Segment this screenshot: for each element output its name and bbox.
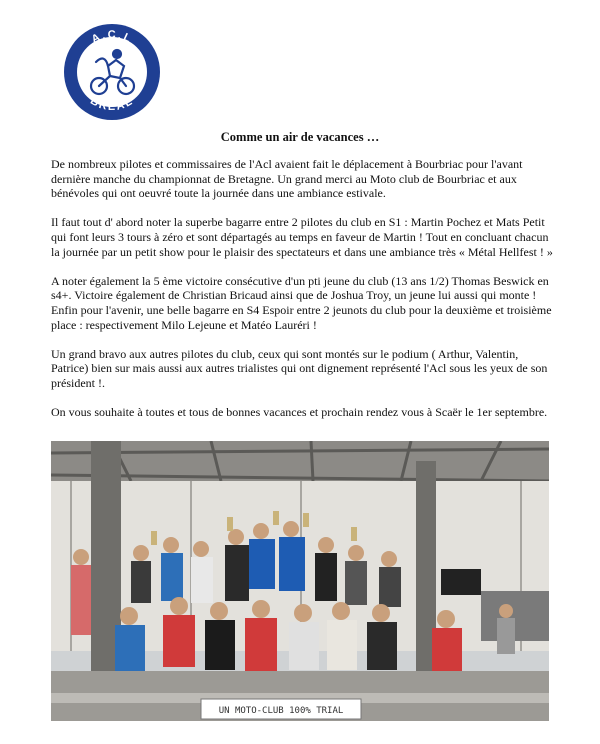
club-logo — [62, 22, 162, 122]
article-body — [51, 157, 556, 434]
podium-photo — [51, 441, 549, 721]
article-title: Comme un air de vacances … — [220, 130, 380, 144]
logo-top-text: A.C.L — [89, 28, 135, 46]
paragraph-victories: A noter également la 5 ème victoire consécutive d'un pti jeune du club (13 ans 1/2) Thomas Beswick en s4+. Victoire également de Christian Bricaud ainsi que de Joshua Troy, un jeune lui aussi qui monte ! Enfin pour l'avenir, une belle bagarre en S4 Espoir entre 2 jeunots du club pour la deuxième et troisième place : respectivement Milo Lejeune et Matéo Lauréri ! — [51, 273, 552, 332]
paragraph-s1-battle: Il faut tout d' abord noter la superbe bagarre entre 2 pilotes du club en S1 : Martin Pochez et Mats Petit qui font leurs 3 tours à zéro et sont départagés au temps en faveur de Martin ! Tout en concluant chacun la journée par un petit show pour le plaisir des spectateurs et dans une ambiance très « Métal Hellfest ! » — [51, 215, 553, 259]
logo-inner-disc — [77, 37, 147, 107]
paragraph-holidays: On vous souhaite à toutes et tous de bonnes vacances et prochain rendez vous à Scaër le 1er septembre. — [51, 405, 548, 420]
logo-bottom-text: BREAL — [88, 94, 136, 114]
paragraph-intro: De nombreux pilotes et commissaires de l'Acl avaient fait le déplacement à Bourbriac pour l'avant dernière manche du championnat de Bretagne. Un grand merci au Moto club de Bourbriac et aux bénévoles qui ont oeuvré toute la journée dans une ambiance estivale. — [51, 157, 523, 201]
paragraph-congratulations: Un grand bravo aux autres pilotes du club, ceux qui sont montés sur le podium ( Arthur, Valentin, Patrice) bien sur mais aussi aux autres trialistes qui ont dignement représenté l'Acl sous les yeux de son président !. — [51, 346, 548, 390]
banner-text: UN MOTO-CLUB 100% TRIAL — [218, 706, 344, 716]
